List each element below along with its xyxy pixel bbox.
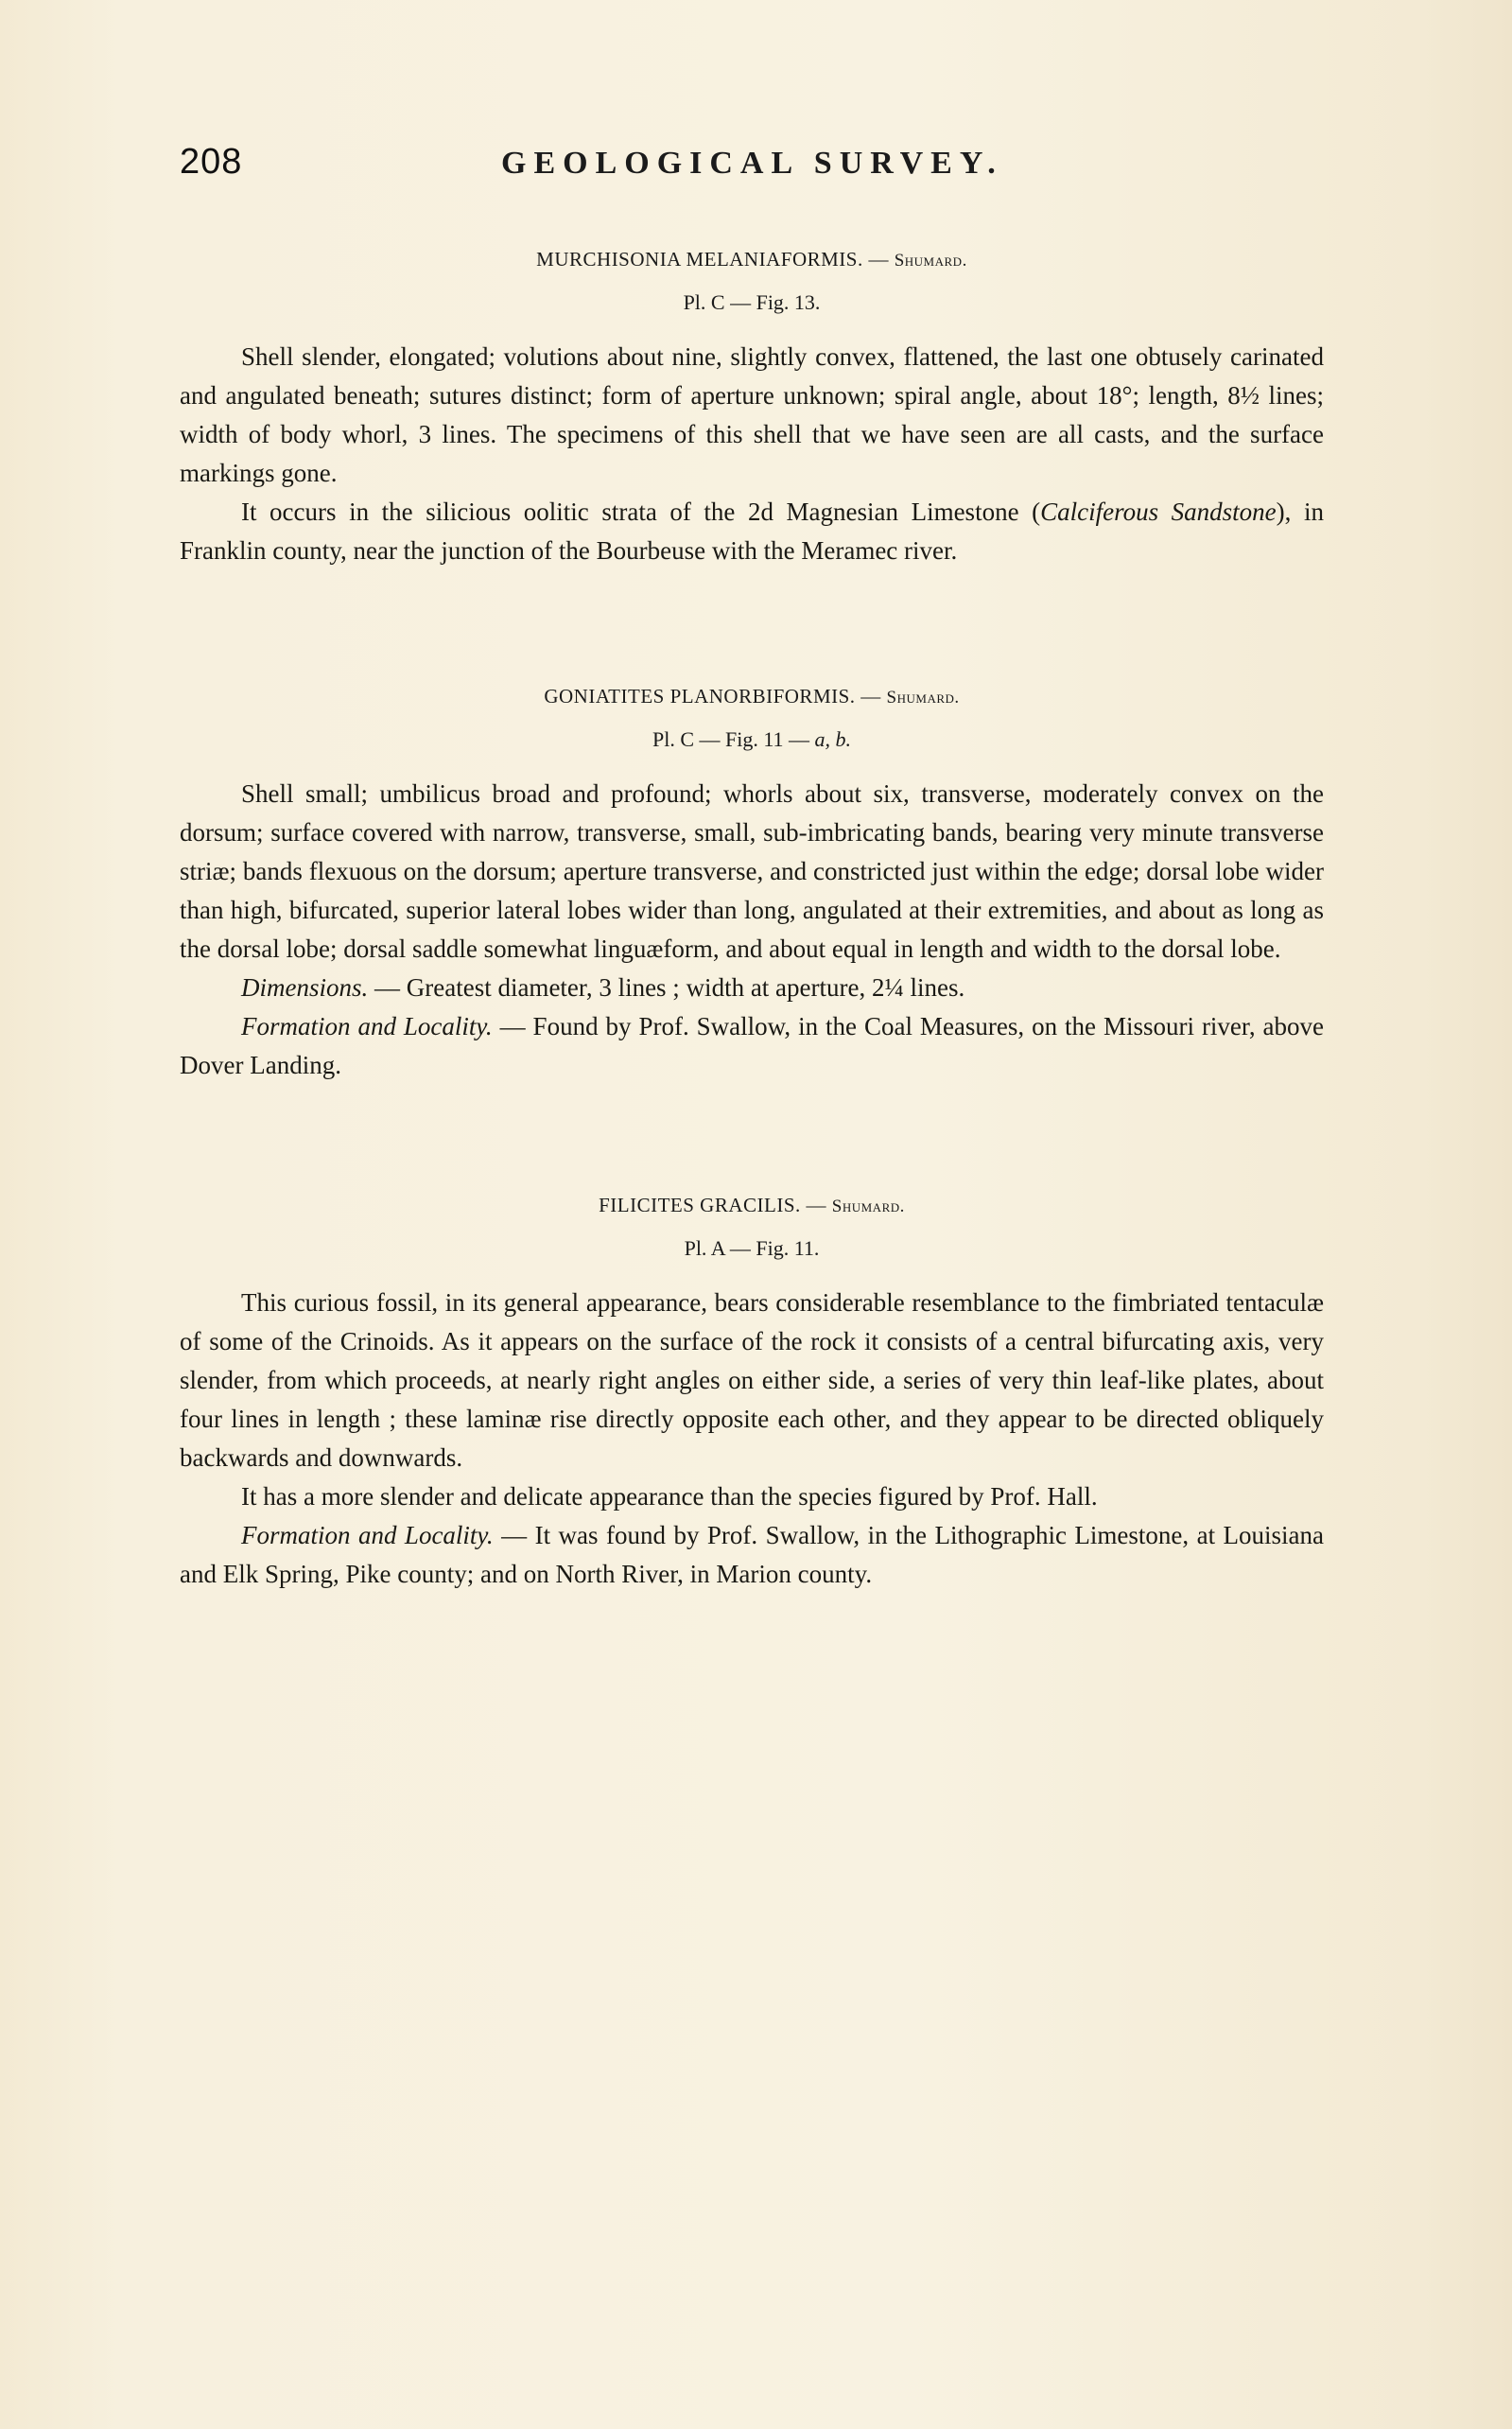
heading-dash: — [868, 248, 889, 271]
species-entry-goniatites [180, 681, 1324, 1085]
plate-reference-figures: a, b. [814, 726, 852, 751]
species-locality [180, 1516, 1324, 1594]
heading-dash: — [806, 1194, 827, 1216]
species-entry-filicites [180, 1190, 1324, 1594]
locality-label: Formation and Locality. [241, 1520, 494, 1549]
plate-reference [180, 723, 1324, 756]
species-description: This curious fossil, in its general appearance, bears considerable resemblance to the fimbriated tentaculæ of some of the Crinoids. As it appears on the surface of the rock it consists of a central bifurcating axis, very slender, from which proceeds, at nearly right angles on either side, a series of very thin leaf-like plates, about four lines in length ; these laminæ rise directly opposite each other, and they appear to be directed obliquely backwards and downwards. [180, 1287, 1324, 1472]
species-description: Shell slender, elongated; volutions about nine, slightly convex, flattened, the last one obtusely carinated and angulated beneath; sutures distinct; form of aperture unknown; spiral angle, about 18°; length, 8½ lines; width of body whorl, 3 lines. The specimens of this shell that we have seen are all casts, and the surface markings gone. [180, 341, 1324, 487]
species-entry-murchisonia [180, 244, 1324, 570]
plate-reference-text: Pl. C — Fig. 11 — [652, 726, 815, 751]
species-comparison: It has a more slender and delicate appearance than the species figured by Prof. Hall. [241, 1481, 1098, 1511]
locality-label: Formation and Locality. [241, 1011, 493, 1040]
plate-reference: Pl. C — Fig. 13. [683, 289, 821, 314]
species-name: FILICITES GRACILIS. [599, 1194, 801, 1216]
locality-text: — Found by Prof. Swallow, in the Coal Measures, on the Missouri river, above Dover Landing. [180, 1011, 1324, 1079]
occurrence-text-end: ), in Franklin county, near the junction of the Bourbeuse with the Meramec river. [180, 497, 1324, 565]
locality-text: — It was found by Prof. Swallow, in the Lithographic Limestone, at Louisiana and Elk Spring, Pike county; and on North River, in Marion county. [180, 1520, 1324, 1588]
species-occurrence [180, 493, 1324, 570]
species-name: GONIATITES PLANORBIFORMIS. [544, 685, 856, 708]
page-number: 208 [180, 142, 243, 182]
species-author: Shumard. [894, 251, 967, 271]
species-heading [180, 244, 1324, 276]
species-dimensions [180, 969, 1324, 1007]
species-heading [180, 1190, 1324, 1222]
occurrence-text-start: It occurs in the silicious oolitic strata of the 2d Magnesian Limestone ( [241, 497, 1041, 526]
plate-reference: Pl. A — Fig. 11. [684, 1235, 820, 1260]
species-author: Shumard. [886, 688, 960, 708]
species-heading [180, 681, 1324, 713]
species-description: Shell small; umbilicus broad and profound; whorls about six, transverse, moderately convex on the dorsum; surface covered with narrow, transverse, small, sub-imbricating bands, bearing very minute transverse striæ; bands flexuous on the dorsum; aperture transverse, and constricted just within the edge; dorsal lobe wider than high, bifurcated, superior lateral lobes wider than long, angulated at their extremities, and about as long as the dorsal lobe; dorsal saddle somewhat linguæform, and about equal in length and width to the dorsal lobe. [180, 778, 1324, 963]
species-author: Shumard. [831, 1197, 905, 1216]
dimensions-text: — Greatest diameter, 3 lines ; width at aperture, 2¼ lines. [368, 972, 965, 1002]
dimensions-label: Dimensions. [241, 972, 369, 1002]
species-locality [180, 1007, 1324, 1085]
running-head [180, 142, 1324, 199]
heading-dash: — [860, 685, 881, 708]
species-name: MURCHISONIA MELANIAFORMIS. [536, 248, 863, 271]
running-title: GEOLOGICAL SURVEY. [501, 146, 1003, 181]
occurrence-formation-name: Calciferous Sandstone [1040, 497, 1277, 526]
